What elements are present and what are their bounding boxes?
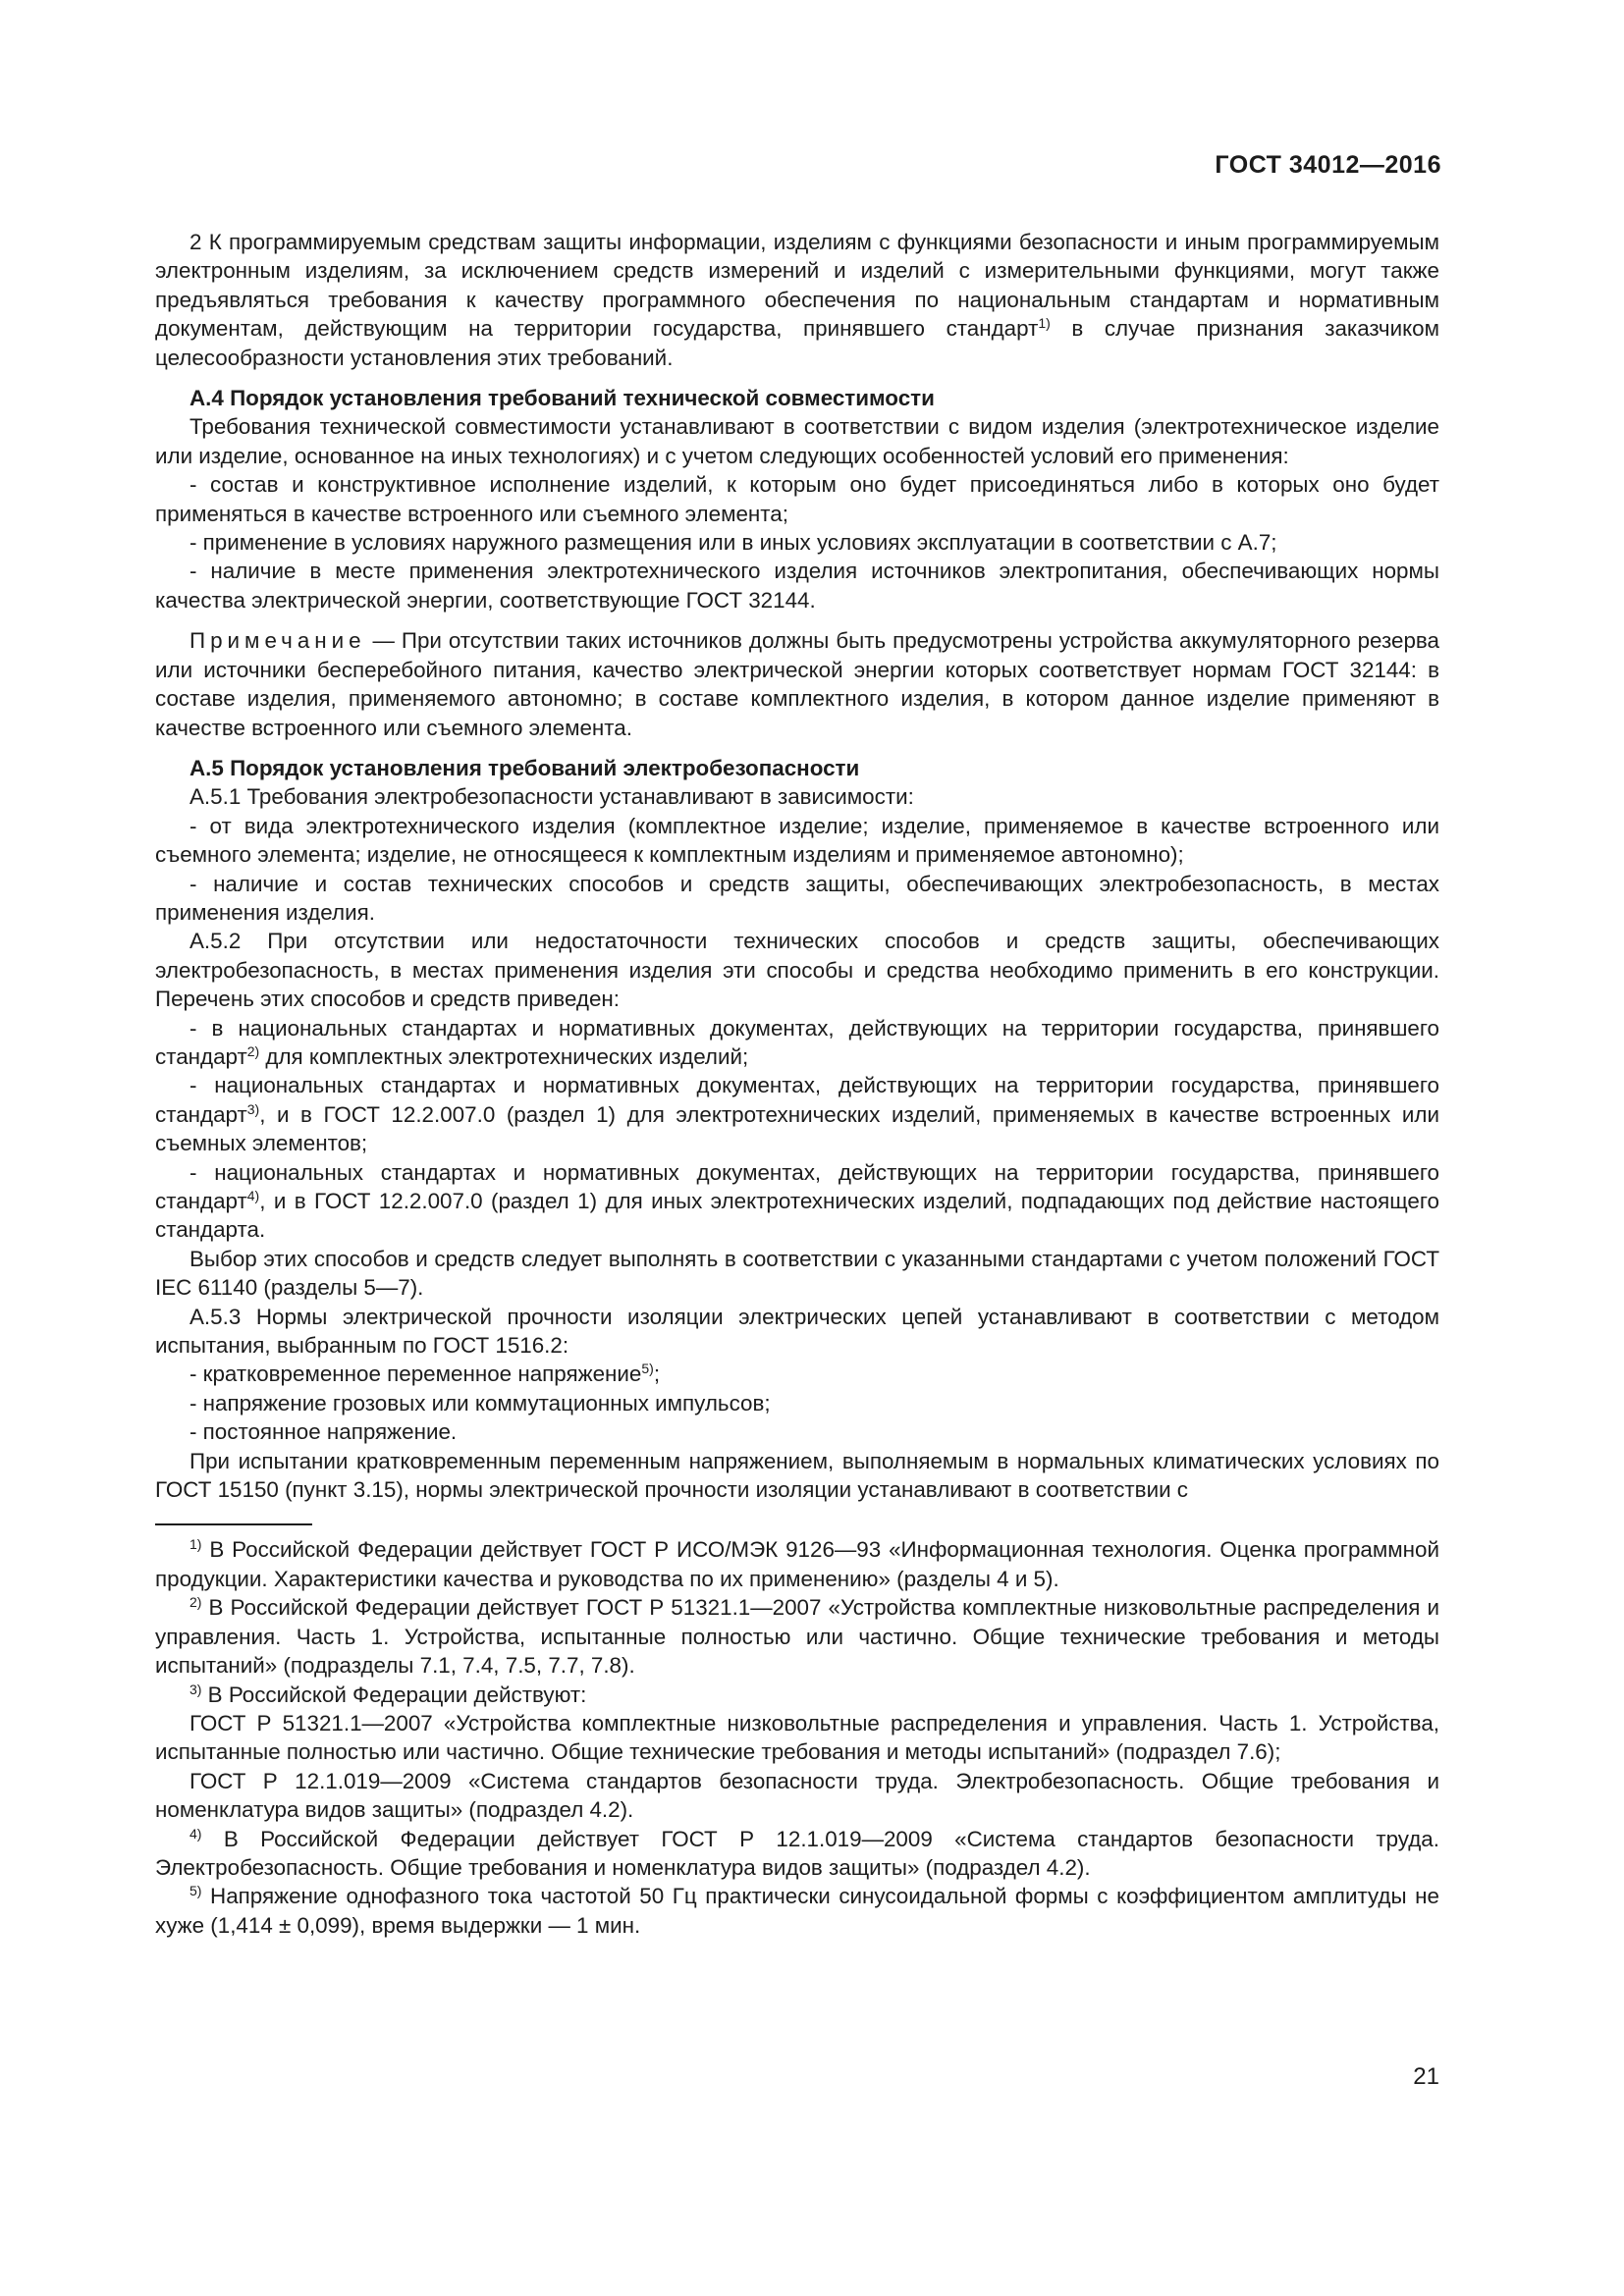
a5-2-item: - национальных стандартах и нормативных документах, действующих на территории государства, принявшего стандарт$^{4)}$, и в ГОСТ 12.2.007.0 (раздел 1) для иных электротехнических изделий, подпадающих под действие настоящего стандарта. bbox=[155, 1159, 1439, 1243]
footnote-ref-3: 3) bbox=[246, 1100, 260, 1117]
footnote-ref-1: 1) bbox=[1038, 315, 1051, 332]
a5-2-tail: Выбор этих способов и средств следует выполнять в соответствии с указанными стандартами с учетом положений ГОСТ IEC 61140 (разделы 5—7). bbox=[155, 1246, 1439, 1301]
footnote-divider bbox=[155, 1523, 312, 1525]
section-a5-title: А.5 Порядок установления требований электробезопасности bbox=[189, 755, 860, 780]
a5-1: А.5.1 Требования электробезопасности устанавливают в зависимости: bbox=[189, 784, 914, 810]
a5-1-item: - наличие и состав технических способов и средств защиты, обеспечивающих электробезопасность, в местах применения изделия. bbox=[155, 871, 1439, 925]
document-header: ГОСТ 34012—2016 bbox=[1215, 151, 1441, 179]
footnote-3-item: ГОСТ Р 51321.1—2007 «Устройства комплектные низковольтные распределения и управления. Часть 1. Устройства, испытанные полностью или частично. Общие технические требования и методы испытаний» (подраздел 7.6); bbox=[155, 1710, 1439, 1765]
paragraph-2: 2 К программируемым средствам защиты информации, изделиям с функциями безопасности и иным программируемым электронным изделиям, за исключением средств измерений и изделий с измерительными функциями, могут также предъявляться требования к качеству программного обеспечения по национальным стандартам и нормативным документам, действующим на территории государства, принявшего стандарт$^{1)}$ в случае признания заказчиком целесообразности установления этих требований. bbox=[155, 230, 1439, 370]
a5-3-item: - кратковременное переменное напряжение$^{5)}$; bbox=[189, 1361, 661, 1387]
a5-2-item: - в национальных стандартах и нормативных документах, действующих на территории государства, принявшего стандарт$^{2)}$ для комплектных электротехнических изделий; bbox=[155, 1015, 1439, 1069]
a5-3-item: - напряжение грозовых или коммутационных импульсов; bbox=[189, 1390, 771, 1415]
footnote-3-item: ГОСТ Р 12.1.019—2009 «Система стандартов безопасности труда. Электробезопасность. Общие требования и номенклатура видов защиты» (подраздел 4.2). bbox=[155, 1768, 1439, 1823]
a5-2-item: - национальных стандартах и нормативных документах, действующих на территории государства, принявшего стандарт$^{3)}$, и в ГОСТ 12.2.007.0 (раздел 1) для электротехнических изделий, применяемых в качестве встроенных или съемных элементов; bbox=[155, 1073, 1439, 1156]
footnote-1: $^{1)}$ В Российской Федерации действует ГОСТ Р ИСО/МЭК 9126—93 «Информационная технология. Оценка программной продукции. Характеристики качества и руководства по их применению» (разделы 4 и 5). bbox=[155, 1536, 1439, 1591]
footnote-ref-4: 4) bbox=[246, 1188, 260, 1203]
footnote-2: $^{2)}$ В Российской Федерации действует ГОСТ Р 51321.1—2007 «Устройства комплектные низковольтные распределения и управления. Часть 1. Устройства, испытанные полностью или частично. Общие технические требования и методы испытаний» (подразделы 7.1, 7.4, 7.5, 7.7, 7.8). bbox=[155, 1594, 1439, 1679]
footnote-ref-5: 5) bbox=[641, 1361, 654, 1377]
a5-3: А.5.3 Нормы электрической прочности изоляции электрических цепей устанавливают в соответствии с методом испытания, выбранным по ГОСТ 1516.2: bbox=[155, 1304, 1439, 1359]
a4-item: - применение в условиях наружного размещения или в иных условиях эксплуатации в соответствии с А.7; bbox=[189, 530, 1277, 556]
a5-3-continuation: При испытании кратковременным переменным напряжением, выполняемым в нормальных климатических условиях по ГОСТ 15150 (пункт 3.15), нормы электрической прочности изоляции устанавливают в соответствии с bbox=[155, 1448, 1439, 1503]
footnote-ref-2: 2) bbox=[246, 1042, 260, 1059]
a4-intro: Требования технической совместимости устанавливают в соответствии с видом изделия (электротехническое изделие или изделие, основанное на иных технологиях) и с учетом следующих особенностей условий его применения: bbox=[155, 414, 1439, 468]
note-label: Примечание bbox=[189, 628, 366, 654]
a4-item: - состав и конструктивное исполнение изделий, к которым оно будет присоединяться либо в которых оно будет применяться в качестве встроенного или съемного элемента; bbox=[155, 472, 1439, 526]
a5-1-item: - от вида электротехнического изделия (комплектное изделие; изделие, применяемое в качестве встроенного или съемного элемента; изделие, не относящееся к комплектным изделиям и применяемое автономно); bbox=[155, 813, 1439, 868]
page-number: 21 bbox=[1413, 2063, 1439, 2090]
footnote-4: $^{4)}$ В Российской Федерации действует ГОСТ Р 12.1.019—2009 «Система стандартов безопасности труда. Электробезопасность. Общие требования и номенклатура видов защиты» (подраздел 4.2). bbox=[155, 1825, 1439, 1880]
footnote-5: $^{5)}$ Напряжение однофазного тока частотой 50 Гц практически синусоидальной формы с коэффициентом амплитуды не хуже (1,414 ± 0,099), время выдержки — 1 мин. bbox=[155, 1883, 1439, 1938]
document-body bbox=[155, 228, 1439, 1940]
section-a4-title: А.4 Порядок установления требований технической совместимости bbox=[189, 386, 935, 411]
a5-2: А.5.2 При отсутствии или недостаточности технических способов и средств защиты, обеспечивающих электробезопасность, в местах применения изделия эти способы и средства необходимо применить в его конструкции. Перечень этих способов и средств приведен: bbox=[155, 929, 1439, 1012]
a4-note: Примечание — При отсутствии таких источников должны быть предусмотрены устройства аккумуляторного резерва или источники бесперебойного питания, качество электрической энергии которых соответствует нормам ГОСТ 32144: в составе изделия, применяемого автономно; в составе комплектного изделия, в котором данное изделие применяют в качестве встроенного или съемного элемента. bbox=[155, 628, 1439, 740]
a4-item: - наличие в месте применения электротехнического изделия источников электропитания, обеспечивающих нормы качества электрической энергии, соответствующие ГОСТ 32144. bbox=[155, 559, 1439, 613]
footnote-3: $^{3)}$ В Российской Федерации действуют: bbox=[189, 1681, 587, 1707]
a5-3-item: - постоянное напряжение. bbox=[189, 1419, 458, 1445]
